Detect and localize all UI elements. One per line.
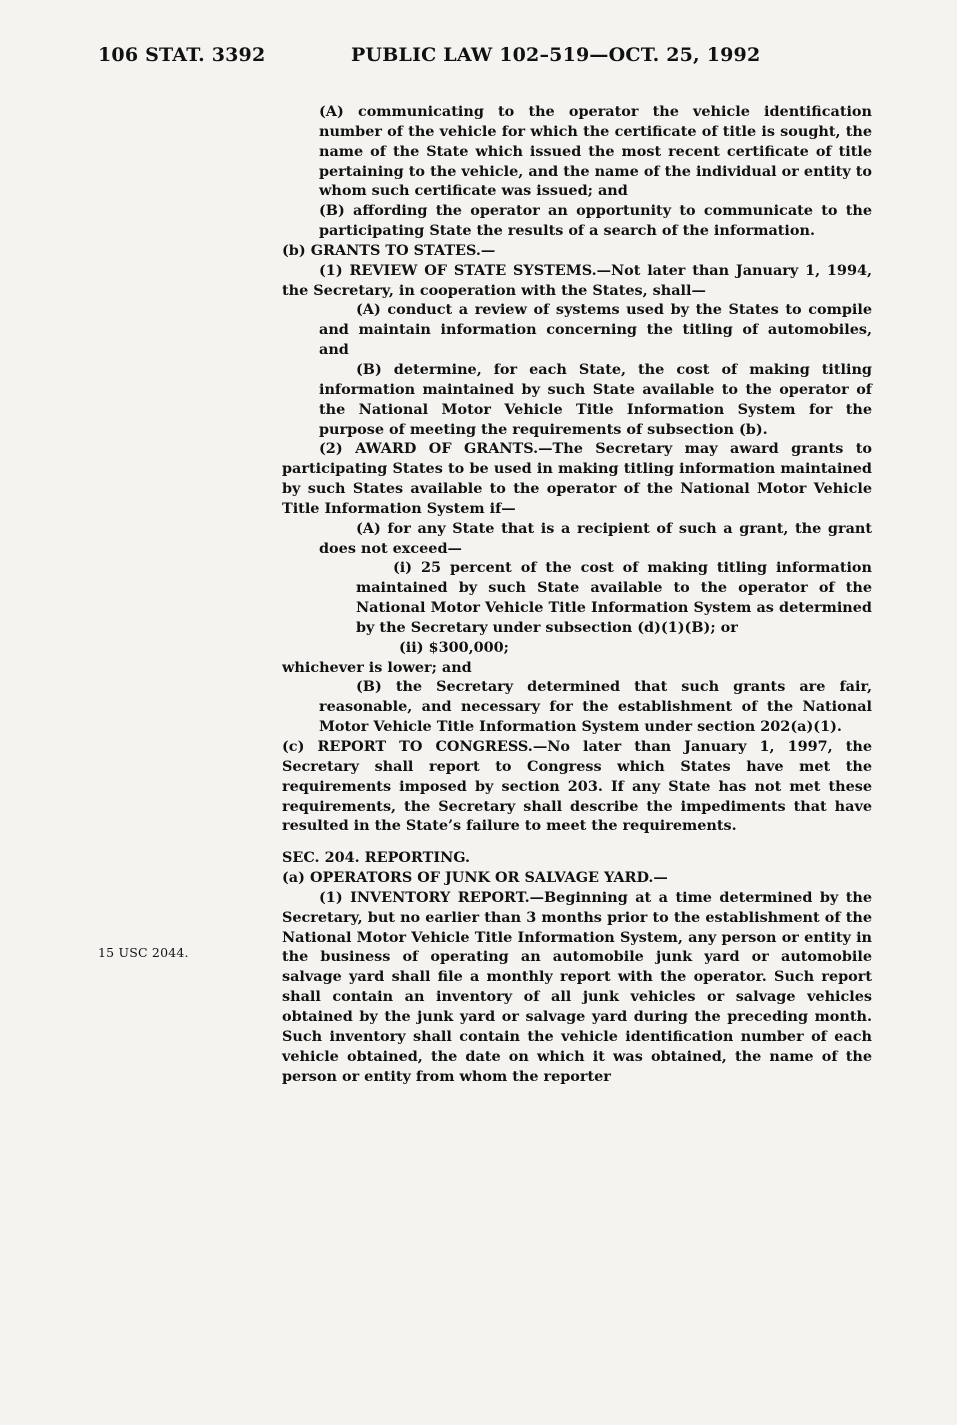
section-204-heading: SEC. 204. REPORTING.: [282, 849, 471, 867]
stat-page-number: 106 STAT. 3392: [98, 44, 266, 66]
paragraph-2-label: (2): [319, 440, 356, 458]
whichever-is-lower: whichever is lower; and: [282, 658, 472, 676]
paragraph-1-text: —Not later than January 1, 1994, the Secretary, in cooperation with the States, shall—: [282, 261, 872, 299]
paragraph-2-title: AWARD OF GRANTS.: [355, 440, 539, 458]
subsection-b-title: GRANTS TO STATES.—: [310, 241, 496, 259]
paragraph-1b-determine: (B) determine, for each State, the cost of making titling information maintained by such State available to the operator of the National Motor Vehicle Title Information System for the purpose of meeting the requirements of subsection (b).: [319, 360, 872, 438]
paragraph-1-review: [282, 261, 872, 301]
inventory-text: —Beginning at a time determined by the Secretary, but no earlier than 3 months prior to the establishment of the National Motor Vehicle Title Information System, any person or entity in the business of operating an automobile junk yard or automobile salvage yard shall file a monthly report with the operator. Such report shall contain an inventory of all junk vehicles or salvage vehicles obtained by the junk yard or salvage yard during the preceding month. Such inventory shall contain the vehicle identification number of each vehicle obtained, the date on which it was obtained, the name of the person or entity from whom the reporter: [282, 888, 872, 1085]
paragraph-1-inventory: [282, 888, 872, 1086]
margin-citation: 15 USC 2044.: [98, 945, 189, 960]
subsection-a-label: (a): [282, 869, 310, 887]
paragraph-b-affording: (B) affording the operator an opportunity to communicate to the participating State the results of a search of the information.: [319, 202, 872, 240]
subsection-c-label: (c): [282, 738, 318, 755]
paragraph-1-label: (1): [319, 261, 350, 279]
paragraph-2-text: —The Secretary may award grants to participating States to be used in making titling information maintained by such States available to the operator of the National Motor Vehicle Title Information System if—: [282, 440, 872, 517]
clause-i-25-percent: (i) 25 percent of the cost of making titling information maintained by such State available to the operator of the National Motor Vehicle Title Information System as determined by the Secretary under subsection (d)(1)(B); or: [356, 559, 872, 636]
paragraph-a-communicating: (A) communicating to the operator the vehicle identification number of the vehicle for which the certificate of title is sought, the name of the State which issued the most recent certificate of title pertaining to the vehicle, and the name of the individual or entity to whom such certificate was issued; and: [319, 103, 872, 200]
inventory-title: INVENTORY REPORT.: [350, 888, 530, 906]
subsection-c-text: —No later than January 1, 1997, the Secretary shall report to Congress which States have met the requirements imposed by section 203. If any State has not met these requirements, the Secretary shall describe the impediments that have resulted in the State’s failure to meet the requirements.: [282, 738, 872, 835]
paragraph-2b-fair: (B) the Secretary determined that such grants are fair, reasonable, and necessary for the establishment of the National Motor Vehicle Title Information System under section 202(a)(1).: [319, 678, 872, 736]
paragraph-1a-conduct: (A) conduct a review of systems used by the States to compile and maintain information concerning the titling of automobiles, and: [319, 301, 872, 359]
subsection-c-title: REPORT TO CONGRESS.: [317, 738, 533, 755]
subsection-c-report: [282, 737, 872, 836]
subsection-b-heading: [282, 241, 872, 261]
subsection-a-title: OPERATORS OF JUNK OR SALVAGE YARD.—: [309, 869, 668, 887]
statute-body: [282, 102, 872, 1086]
paragraph-2a-any-state: (A) for any State that is a recipient of such a grant, the grant does not exceed—: [319, 519, 872, 557]
inventory-label: (1): [319, 888, 351, 906]
clause-ii-300000: (ii) $300,000;: [399, 638, 509, 656]
page-header: [98, 44, 858, 74]
subsection-a-heading: [282, 868, 872, 888]
subsection-b-label: (b): [282, 241, 311, 259]
public-law-citation: PUBLIC LAW 102–519—OCT. 25, 1992: [351, 44, 761, 66]
paragraph-1-title: REVIEW OF STATE SYSTEMS.: [349, 261, 597, 279]
paragraph-2-award: [282, 439, 872, 518]
